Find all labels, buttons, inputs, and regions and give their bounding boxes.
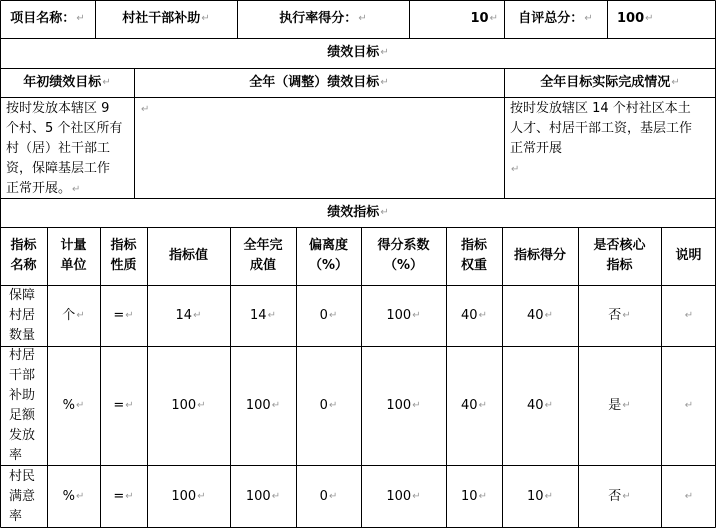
goals-initial-text: 按时发放本辖区 9 个村、5 个社区所有 村（居）社干部工 资，保障基层工作 正常开展。↵ (6, 101, 123, 196)
ind-header-actual: 全年完 成值 (243, 238, 283, 273)
ind-header-core: 是否核心 指标 (593, 238, 646, 273)
ind-row1-name: 保障 村居 数量 (9, 287, 36, 343)
ind-row1-actual: 14 ↵ (250, 307, 276, 323)
ind-header-coefficient: 得分系数 （%） (377, 238, 430, 273)
ind-row3-deviation: 0 ↵ (319, 488, 338, 504)
ind-row2-score: 40 ↵ (527, 397, 553, 413)
ind-row1-target: 14 ↵ (175, 307, 202, 323)
indicators-section-title: 绩效指标 ↵ (327, 204, 389, 220)
ind-row2-core: 是 ↵ (608, 397, 631, 413)
goals-col-adjusted: 全年（调整）绩效目标 ↵ (249, 74, 389, 90)
ind-row2-note: ↵ (684, 399, 694, 411)
ind-row1-deviation: 0 ↵ (319, 307, 338, 323)
ind-row2-coefficient: 100 ↵ (386, 397, 421, 413)
ind-row2-deviation: 0 ↵ (319, 397, 338, 413)
ind-row2-actual: 100 ↵ (245, 397, 281, 413)
goals-adjusted-text: ↵ (141, 104, 150, 115)
ind-header-note: 说明 (675, 248, 702, 263)
ind-row3-core: 否 ↵ (608, 488, 631, 504)
ind-row3-unit: % ↵ (62, 488, 85, 504)
ind-row1-core: 否 ↵ (608, 307, 631, 323)
project-name-value: 村社干部补助 ↵ (122, 11, 210, 26)
self-score-value: 100 ↵ (617, 11, 654, 26)
ind-row2-target: 100 ↵ (171, 397, 206, 413)
ind-header-target: 指标值 (168, 248, 208, 263)
goals-actual-text: 按时发放辖区 14 个村社区本土 人才、村居干部工资，基层工作 正常开展 ↵ (510, 101, 693, 175)
project-name-label: 项目名称： ↵ (10, 11, 85, 26)
ind-row1-score: 40 ↵ (527, 307, 553, 323)
exec-score-value: 10 ↵ (470, 11, 498, 26)
ind-row3-nature: = ↵ (113, 488, 134, 504)
ind-header-name: 指标 名称 (10, 238, 37, 273)
exec-score-label: 执行率得分： ↵ (279, 11, 367, 26)
ind-row1-nature: = ↵ (113, 307, 134, 323)
ind-row3-weight: 10 ↵ (461, 488, 487, 504)
ind-row1-unit: 个 ↵ (62, 307, 85, 323)
ind-row2-unit: % ↵ (62, 397, 85, 413)
ind-row3-actual: 100 ↵ (245, 488, 281, 504)
ind-header-deviation: 偏离度 （%） (308, 238, 349, 273)
ind-header-score: 指标得分 (513, 248, 566, 263)
goals-col-actual: 全年目标实际完成情况 ↵ (540, 74, 680, 90)
self-score-label: 自评总分： ↵ (518, 11, 593, 26)
ind-row3-score: 10 ↵ (527, 488, 553, 504)
ind-header-unit: 计量 单位 (60, 238, 87, 273)
ind-row2-nature: = ↵ (113, 397, 134, 413)
ind-header-weight: 指标 权重 (460, 238, 487, 273)
goals-col-initial: 年初绩效目标 ↵ (23, 74, 111, 90)
ind-row3-coefficient: 100 ↵ (386, 488, 421, 504)
ind-row1-coefficient: 100 ↵ (386, 307, 421, 323)
ind-row1-note: ↵ (684, 309, 694, 321)
ind-row2-name: 村居 干部 补助 足额 发放 率 (9, 347, 36, 463)
ind-row3-target: 100 ↵ (171, 488, 206, 504)
ind-row1-weight: 40 ↵ (461, 307, 487, 323)
ind-row3-note: ↵ (684, 490, 694, 502)
ind-header-nature: 指标 性质 (110, 238, 137, 273)
goals-section-title: 绩效目标 ↵ (327, 45, 389, 60)
ind-row2-weight: 40 ↵ (461, 397, 487, 413)
ind-row3-name: 村民 满意 率 (9, 468, 36, 524)
